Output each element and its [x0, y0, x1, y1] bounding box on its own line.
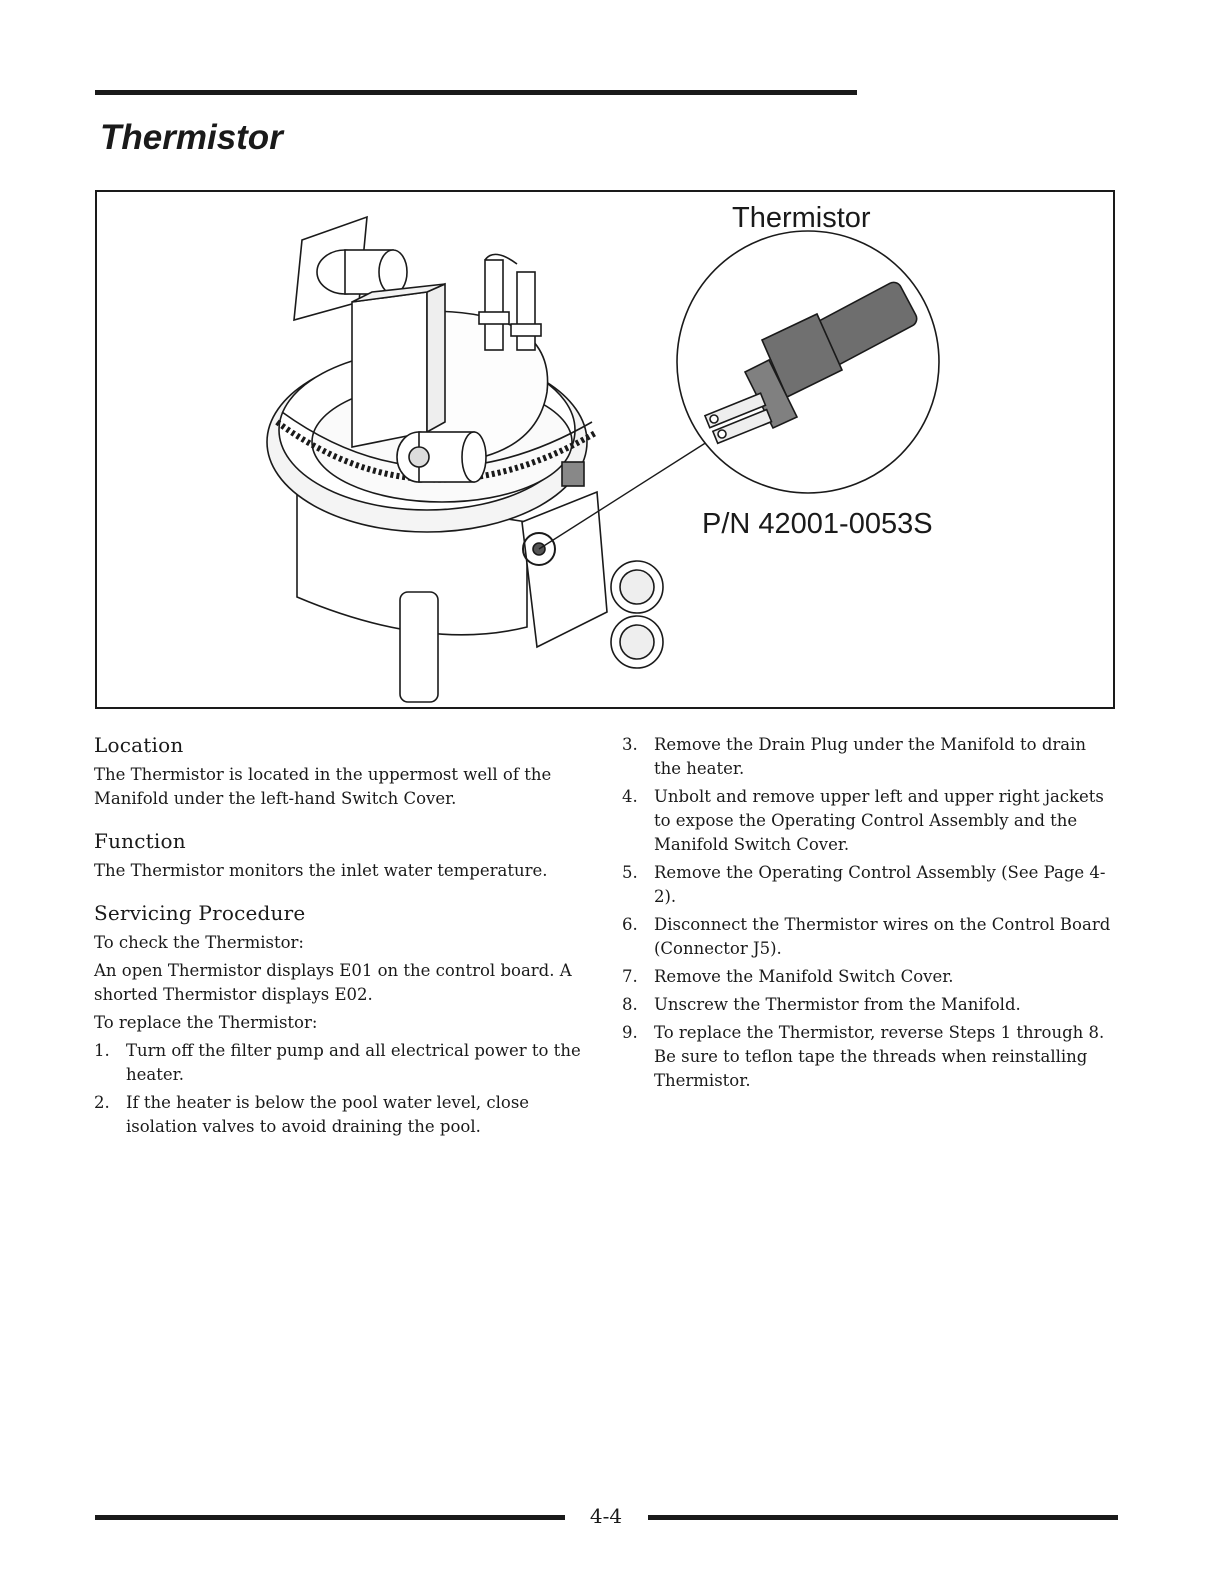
list-item	[622, 913, 1117, 961]
step-text: Unbolt and remove upper left and upper right jackets to expose the Operating Control Assembly and the Manifold Switch Cover.	[654, 787, 1104, 854]
list-item	[622, 861, 1117, 909]
step-text: Remove the Drain Plug under the Manifold to drain the heater.	[654, 735, 1087, 778]
heater-assembly-illustration	[267, 217, 663, 702]
step-text: To replace the Thermistor, reverse Steps 1 through 8. Be sure to teflon tape the threads when reinstalling Thermistor.	[654, 1023, 1105, 1090]
thermistor-closeup-illustration	[677, 231, 939, 493]
list-item	[622, 733, 1117, 781]
step-text: Remove the Manifold Switch Cover.	[654, 967, 954, 986]
list-item	[622, 785, 1117, 857]
footer-rule-right	[648, 1515, 1118, 1520]
step-number: 2.	[94, 1093, 110, 1112]
left-column	[94, 733, 584, 1143]
list-item	[622, 965, 1117, 989]
list-item	[94, 1039, 584, 1087]
list-item	[94, 1091, 584, 1139]
step-number: 5.	[622, 863, 638, 882]
step-text: Remove the Operating Control Assembly (See Page 4-2).	[654, 863, 1106, 906]
check-text: An open Thermistor displays E01 on the control board. A shorted Thermistor displays E02.	[94, 961, 572, 1004]
step-number: 6.	[622, 915, 638, 934]
page-title: Thermistor	[100, 118, 283, 157]
location-text: The Thermistor is located in the uppermost well of the Manifold under the left-hand Switch Cover.	[94, 765, 552, 808]
list-item	[622, 1021, 1117, 1093]
check-intro: To check the Thermistor:	[94, 933, 304, 952]
figure-box	[95, 190, 1115, 709]
step-text: Unscrew the Thermistor from the Manifold.	[654, 995, 1021, 1014]
step-number: 1.	[94, 1041, 110, 1060]
list-item	[622, 993, 1117, 1017]
figure-inset-title: Thermistor	[732, 202, 871, 234]
step-text: Disconnect the Thermistor wires on the Control Board (Connector J5).	[654, 915, 1111, 958]
step-number: 4.	[622, 787, 638, 806]
step-text: Turn off the filter pump and all electrical power to the heater.	[126, 1041, 581, 1084]
page-number: 4-4	[589, 1504, 623, 1528]
right-column	[622, 733, 1117, 1097]
step-number: 3.	[622, 735, 638, 754]
step-text: If the heater is below the pool water level, close isolation valves to avoid draining the pool.	[126, 1093, 530, 1136]
top-rule	[95, 90, 857, 95]
step-number: 9.	[622, 1023, 638, 1042]
servicing-heading: Servicing Procedure	[94, 901, 306, 925]
footer-rule-left	[95, 1515, 565, 1520]
step-number: 7.	[622, 967, 638, 986]
replace-intro: To replace the Thermistor:	[94, 1013, 318, 1032]
location-heading: Location	[94, 733, 184, 757]
function-text: The Thermistor monitors the inlet water temperature.	[94, 861, 548, 880]
step-number: 8.	[622, 995, 638, 1014]
part-number: P/N 42001-0053S	[702, 508, 933, 540]
function-heading: Function	[94, 829, 186, 853]
